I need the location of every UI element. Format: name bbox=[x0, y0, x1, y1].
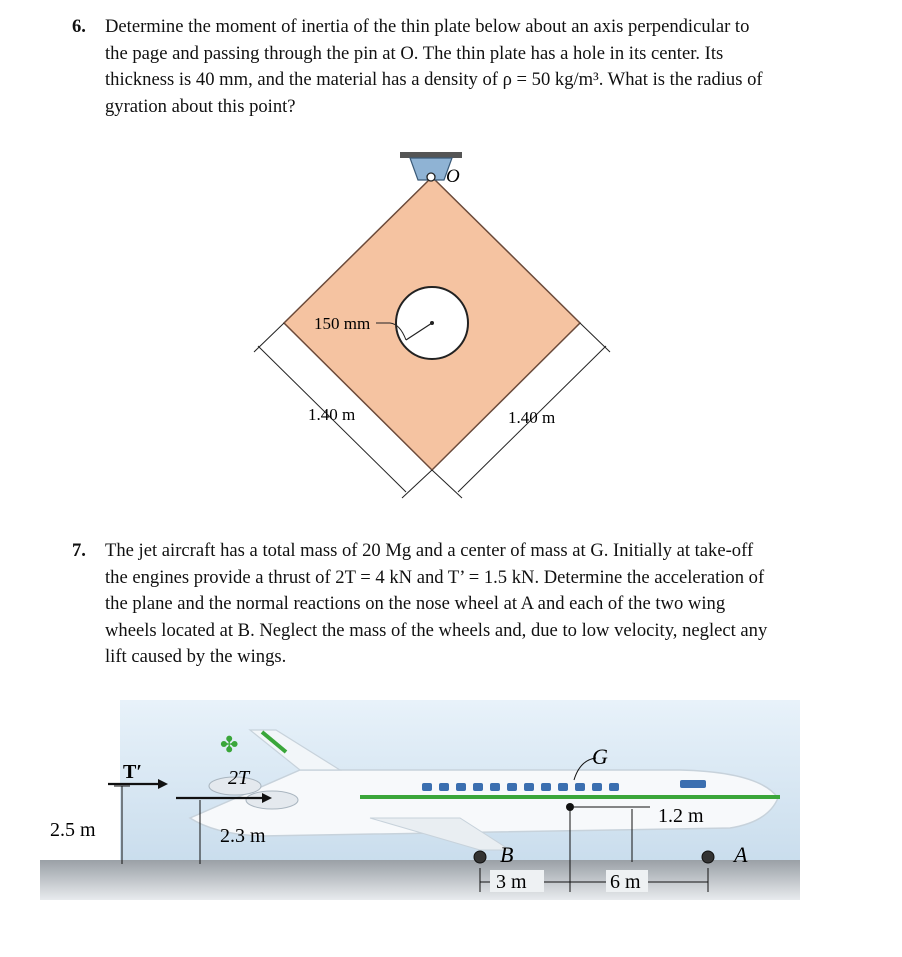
ground bbox=[40, 860, 800, 900]
wing-wheel-b bbox=[474, 851, 486, 863]
problem-6-number: 6. bbox=[72, 16, 86, 37]
extension-line bbox=[402, 470, 432, 498]
extension-line bbox=[254, 323, 284, 352]
dim-1-2m: 1.2 m bbox=[658, 805, 704, 827]
center-of-mass-g bbox=[566, 803, 574, 811]
nose-wheel-a bbox=[702, 851, 714, 863]
problem-7-text bbox=[105, 538, 832, 671]
dim-6m: 6 m bbox=[610, 871, 641, 893]
problem-6-line: gyration about this point? bbox=[105, 95, 296, 117]
thrust-label-t-prime: T′ bbox=[123, 761, 142, 783]
problem-7-line: wheels located at B. Neglect the mass of the wheels and, due to low velocity, neglect any bbox=[105, 619, 768, 641]
problem-6-line: Determine the moment of inertia of the thin plate below about an axis perpendicular to bbox=[105, 16, 750, 37]
hole-center-dot bbox=[430, 321, 434, 325]
problem-6-line: thickness is 40 mm, and the material has a density of ρ = 50 kg/m³. What is the radius of bbox=[105, 69, 763, 90]
shamrock-icon: ✤ bbox=[220, 732, 239, 757]
problem-7 bbox=[72, 538, 832, 671]
aircraft-figure bbox=[40, 700, 800, 910]
problem-7-line: the plane and the normal reactions on the nose wheel at A and each of the two wing bbox=[105, 593, 726, 614]
problem-6 bbox=[72, 14, 832, 120]
extension-line bbox=[432, 470, 462, 498]
dim-2-3m: 2.3 m bbox=[220, 825, 266, 847]
pin bbox=[427, 173, 435, 181]
problem-7-number: 7. bbox=[72, 540, 86, 561]
label-b: B bbox=[500, 842, 514, 867]
extension-line bbox=[580, 323, 610, 352]
pin-label: O bbox=[446, 166, 460, 187]
ceiling-support bbox=[400, 152, 462, 158]
right-side-dimension: 1.40 m bbox=[508, 408, 556, 427]
left-side-dimension: 1.40 m bbox=[308, 405, 356, 424]
label-a: A bbox=[734, 842, 748, 867]
hole-dimension-label: 150 mm bbox=[314, 314, 371, 333]
problem-7-line: the engines provide a thrust of 2T = 4 kN and T’ = 1.5 kN. Determine the acceleration of bbox=[105, 566, 765, 588]
plate-figure bbox=[240, 140, 640, 510]
problem-7-line: lift caused by the wings. bbox=[105, 646, 287, 667]
dim-2-5m: 2.5 m bbox=[50, 819, 96, 841]
engine-lower bbox=[246, 791, 298, 809]
problem-6-line: the page and passing through the pin at O. The thin plate has a hole in its center. Its bbox=[105, 42, 724, 64]
dim-3m: 3 m bbox=[496, 871, 527, 893]
label-g: G bbox=[592, 744, 608, 769]
thrust-label-2t: 2T bbox=[228, 767, 250, 789]
problem-7-line: The jet aircraft has a total mass of 20 Mg and a center of mass at G. Initially at take-off bbox=[105, 540, 754, 561]
problem-6-text bbox=[105, 14, 832, 120]
